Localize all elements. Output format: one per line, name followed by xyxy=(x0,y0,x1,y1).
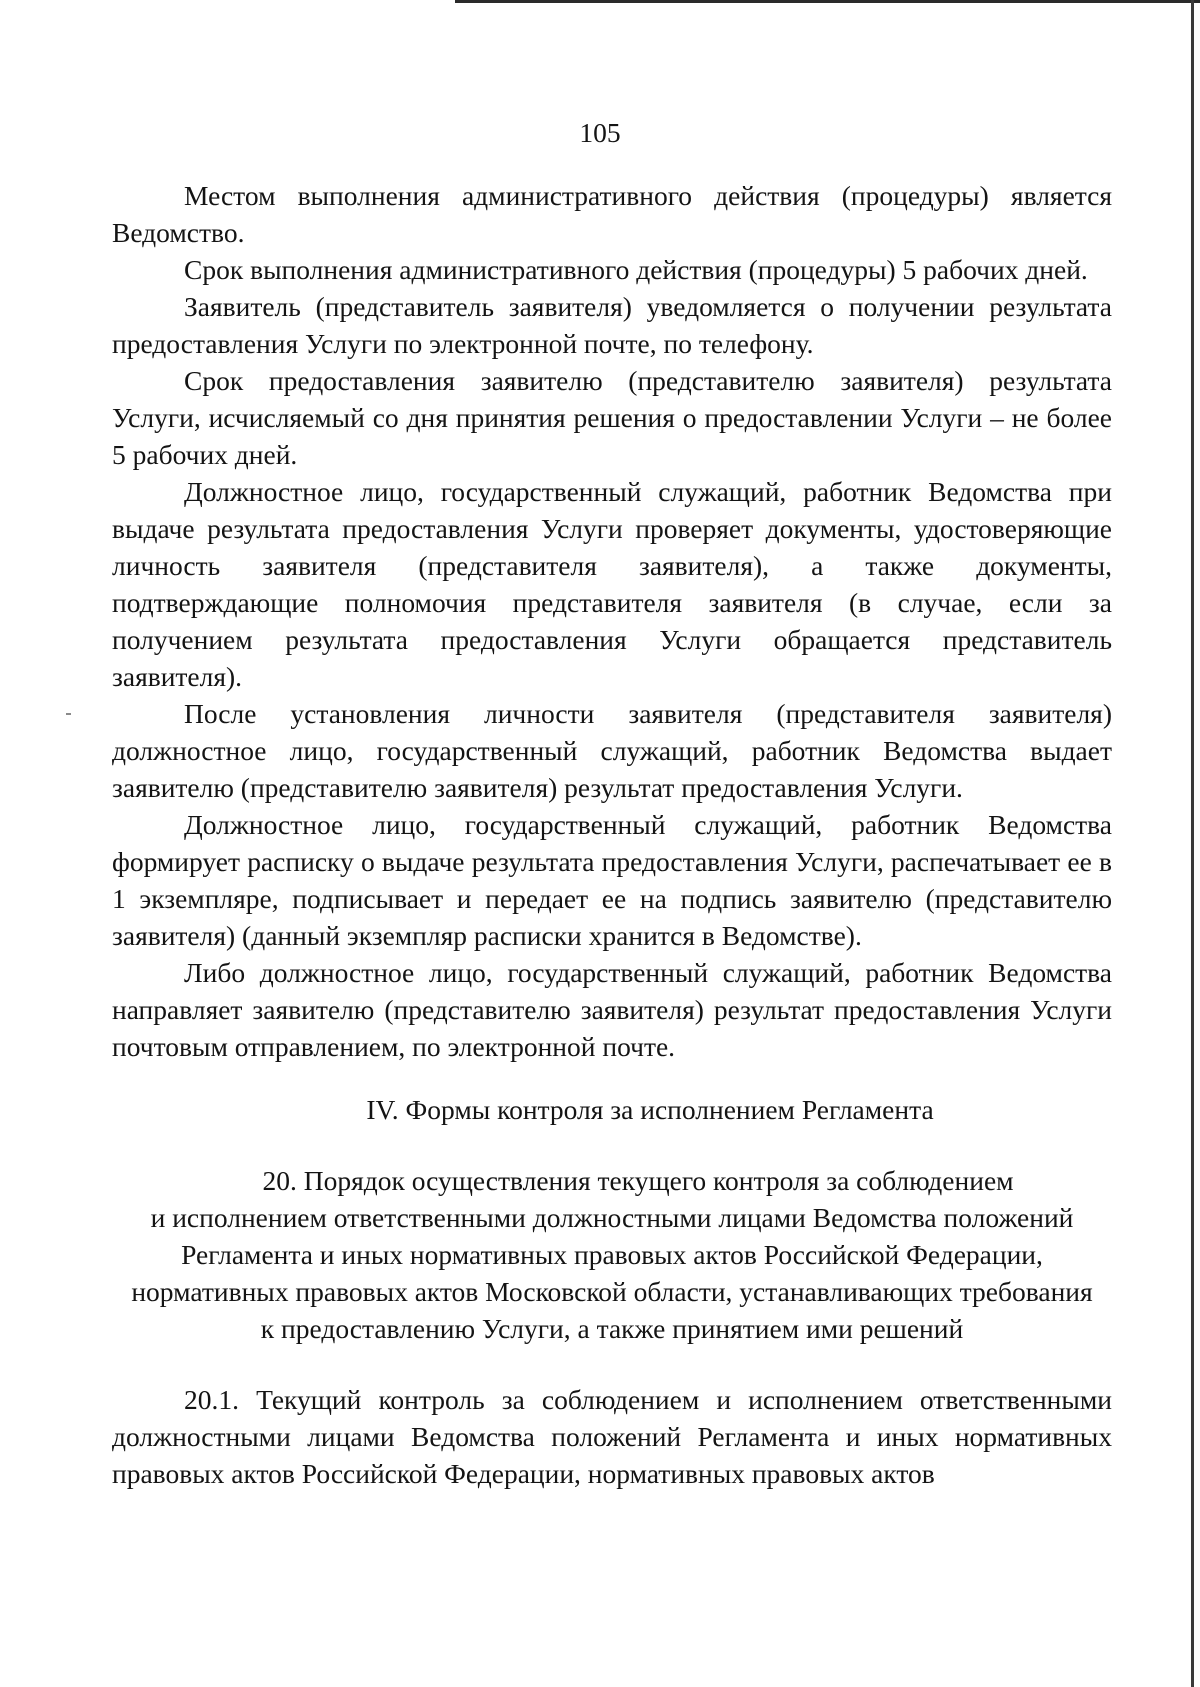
paragraph-mail-delivery: Либо должностное лицо, государственный служащий, работник Ведомства направляет заявителю (представителю заявителя) результат предоставления Услуги почтовым отправлением, по электронной почте. xyxy=(112,957,1112,1062)
subsection-heading-line: и исполнением ответственными должностными лицами Ведомства положений xyxy=(150,1202,1074,1233)
scan-top-border xyxy=(455,0,1200,3)
paragraph-current-control: 20.1. Текущий контроль за соблюдением и исполнением ответственными должностными лицами Ведомства положений Регламента и иных нормативных правовых актов Российской Федерации, нормативных правовых актов xyxy=(112,1384,1112,1489)
paragraph-document-check: Должностное лицо, государственный служащий, работник Ведомства при выдаче результата предоставления Услуги проверяет документы, удостоверяющие личность заявителя (представителя заявителя), а также документы, подтверждающие полномочия представителя заявителя (в случае, если за получением результата предоставления Услуги обращается представитель заявителя). xyxy=(112,476,1112,692)
page-number: 105 xyxy=(579,117,621,148)
section-title: IV. Формы контроля за исполнением Регламента xyxy=(366,1094,934,1125)
paragraph-notification: Заявитель (представитель заявителя) уведомляется о получении результата предоставления Услуги по электронной почте, по телефону. xyxy=(112,291,1112,359)
subsection-heading-line: 20. Порядок осуществления текущего контроля за соблюдением xyxy=(262,1165,1014,1196)
paragraph-issuance: После установления личности заявителя (представителя заявителя) должностное лицо, государственный служащий, работник Ведомства выдает заявителю (представителю заявителя) результат предоставления Услуги. xyxy=(112,698,1112,803)
subsection-heading-line: Регламента и иных нормативных правовых актов Российской Федерации, xyxy=(181,1239,1043,1270)
paragraph-deadline: Срок выполнения административного действия (процедуры) 5 рабочих дней. xyxy=(184,254,1088,285)
scan-speck xyxy=(66,713,71,715)
paragraph-place: Местом выполнения административного действия (процедуры) является Ведомство. xyxy=(112,180,1112,248)
scan-right-border xyxy=(1191,0,1194,1687)
paragraph-delivery-term: Срок предоставления заявителю (представителю заявителя) результата Услуги, исчисляемый со дня принятия решения о предоставлении Услуги – не более 5 рабочих дней. xyxy=(112,365,1112,470)
paragraph-receipt: Должностное лицо, государственный служащий, работник Ведомства формирует расписку о выдаче результата предоставления Услуги, распечатывает ее в 1 экземпляре, подписывает и передает ее на подпись заявителю (представителю заявителя) (данный экземпляр расписки хранится в Ведомстве). xyxy=(112,809,1112,951)
subsection-heading-line: нормативных правовых актов Московской области, устанавливающих требования xyxy=(131,1276,1093,1307)
document-body xyxy=(112,177,1112,1492)
subsection-heading xyxy=(112,1162,1112,1347)
subsection-heading-line: к предоставлению Услуги, а также принятием ими решений xyxy=(260,1313,964,1344)
